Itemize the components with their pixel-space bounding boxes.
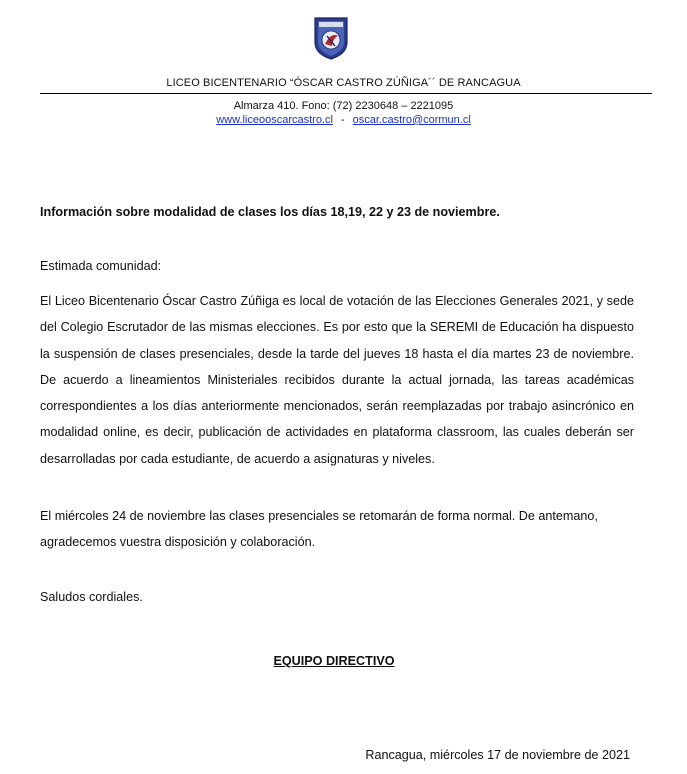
letter-signature: EQUIPO DIRECTIVO [273,654,395,668]
letter-dateline: Rancagua, miércoles 17 de noviembre de 2021 [365,748,630,762]
letter-body: El Liceo Bicentenario Óscar Castro Zúñiga es local de votación de las Elecciones Generales 2021, y sede del Colegio Escrutador de las mismas elecciones. Es por esto que la SEREMI de Educación ha dispuesto la suspensión de clases presenciales, desde la tarde del jueves 18 hasta el día martes 23 de noviembre. De acuerdo a lineamientos Ministeriales recibidos durante la actual jornada, las tareas académicas correspondientes a los días anteriormente mencionados, serán reemplazadas por trabajo asincrónico en modalidad online, es decir, publicación de actividades en plataforma classroom, las cuales deberán ser desarrolladas por cada estudiante, de acuerdo a asignaturas y niveles. [40,294,634,466]
contact-links [0,114,687,126]
letter-subject: Información sobre modalidad de clases los días 18,19, 22 y 23 de noviembre. [40,205,500,219]
school-name: LICEO BICENTENARIO “ÓSCAR CASTRO ZÚÑIGA´´ DE RANCAGUA [166,77,521,89]
letter-closing-paragraph: El miércoles 24 de noviembre las clases presenciales se retomarán de forma normal. De antemano, agradecemos vuestra disposición y colaboración. [40,509,598,550]
letter-salutation: Saludos cordiales. [40,590,143,604]
email-link[interactable]: oscar.castro@cormun.cl [352,114,471,126]
school-crest-icon [313,16,349,60]
school-address: Almarza 410. Fono: (72) 2230648 – 2221095 [233,100,454,112]
header-divider [40,93,652,94]
website-link[interactable]: www.liceooscarcastro.cl [216,114,333,126]
link-separator: - [340,114,345,126]
letter-greeting: Estimada comunidad: [40,259,162,273]
